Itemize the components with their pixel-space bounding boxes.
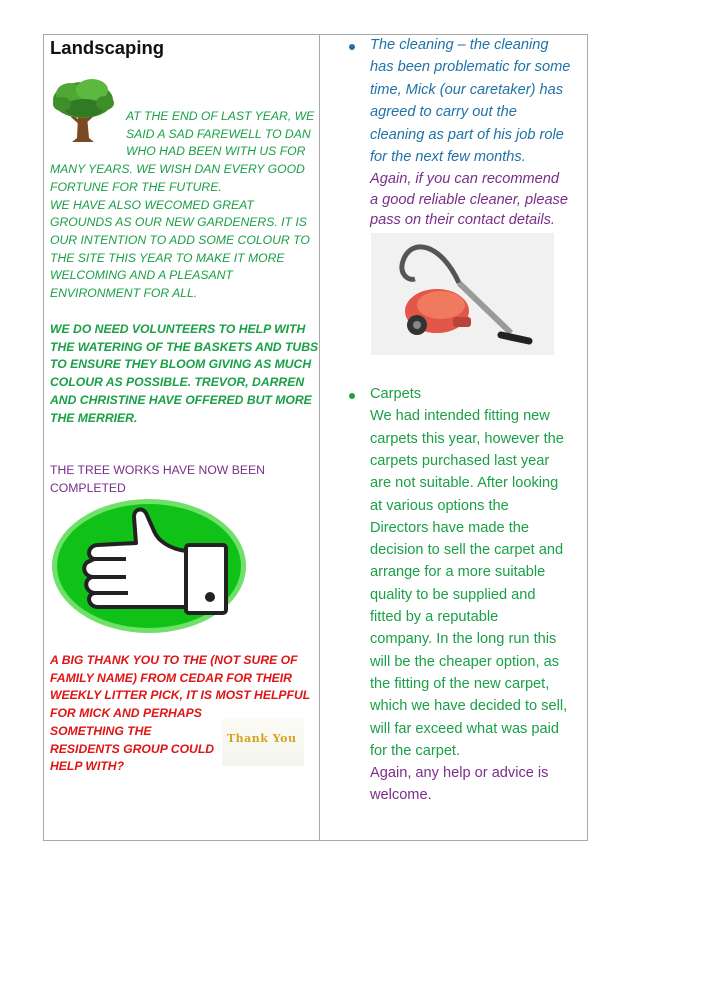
- carpGreen-line: decision to sell the carpet and: [370, 542, 564, 559]
- cleanBlue-line: for the next few months.: [370, 149, 526, 165]
- para2-line: TO ENSURE THEY BLOOM GIVING AS MUCH: [50, 357, 312, 372]
- vacuum-cleaner-icon: [371, 233, 554, 355]
- para1-line: SAID A SAD FAREWELL TO DAN: [126, 126, 311, 141]
- thanks-line: WEEKLY LITTER PICK, IT IS MOST HELPFUL: [50, 688, 311, 703]
- para1-line: GROUNDS AS OUR NEW GARDENERS. IT IS: [50, 215, 307, 230]
- carpGreen-line: quality to be supplied and: [370, 586, 536, 603]
- para1-line: WE HAVE ALSO WECOMED GREAT: [50, 197, 254, 212]
- bullet-carpets: [349, 393, 355, 399]
- thumbs-up-icon: [50, 497, 248, 635]
- para1-line: ENVIRONMENT FOR ALL.: [50, 286, 198, 300]
- carpGreen-line: Directors have made the: [370, 519, 529, 536]
- para1-line: OUR INTENTION TO ADD SOME COLOUR TO: [50, 232, 310, 247]
- tree-line: COMPLETED: [50, 481, 126, 495]
- thank-you-image-text: Thank You: [227, 732, 297, 745]
- cleanPurple-line: pass on their contact details.: [370, 212, 555, 228]
- para1-line: WELCOMING AND A PLEASANT: [50, 268, 233, 283]
- tree-line: THE TREE WORKS HAVE NOW BEEN: [50, 463, 265, 477]
- para2-line: THE MERRIER.: [50, 410, 138, 425]
- carpGreen-line: We had intended fitting new: [370, 408, 550, 425]
- thank-you-icon: [222, 718, 304, 766]
- thanks-line: SOMETHING THE: [50, 723, 152, 738]
- carpGreen-line: Carpets: [370, 386, 422, 402]
- para1-line: THE SITE THIS YEAR TO MAKE IT MORE: [50, 250, 285, 265]
- cleanBlue-line: has been problematic for some: [370, 59, 571, 76]
- para2-line: AND CHRISTINE HAVE OFFERED BUT MORE: [50, 392, 312, 407]
- para2-line: THE WATERING OF THE BASKETS AND TUBS: [50, 339, 319, 354]
- para2-line: WE DO NEED VOLUNTEERS TO HELP WITH: [50, 322, 306, 336]
- thanks-line: FOR MICK AND PERHAPS: [50, 706, 202, 721]
- carpGreen-line: at various options the: [370, 497, 509, 514]
- para2-line: COLOUR AS POSSIBLE. TREVOR, DARREN: [50, 375, 305, 390]
- para1-line: FORTUNE FOR THE FUTURE.: [50, 179, 222, 194]
- cleanPurple-line: a good reliable cleaner, please: [370, 191, 568, 208]
- cleanPurple-line: Again, if you can recommend: [370, 171, 560, 187]
- carpGreen-line: will be the cheaper option, as: [370, 653, 560, 670]
- column-divider: [319, 34, 320, 841]
- cleanBlue-line: time, Mick (our caretaker) has: [370, 81, 564, 98]
- thanks-line: A BIG THANK YOU TO THE (NOT SURE OF: [50, 653, 298, 667]
- carpGreen-line: will far exceed what was paid: [370, 720, 559, 737]
- cleanBlue-line: cleaning as part of his job role: [370, 126, 564, 143]
- para1-line: MANY YEARS. WE WISH DAN EVERY GOOD: [50, 162, 305, 177]
- carpGreen-line: carpets purchased last year: [370, 452, 550, 469]
- tree-icon: [50, 76, 116, 144]
- carpGreen-line: which we have decided to sell,: [370, 698, 568, 715]
- thanks-line: HELP WITH?: [50, 759, 125, 774]
- carpGreen-line: carpets this year, however the: [370, 430, 564, 447]
- carpGreen-line: fitted by a reputable: [370, 609, 499, 625]
- section-heading-landscaping: Landscaping: [50, 37, 165, 58]
- cleanBlue-line: The cleaning – the cleaning: [370, 37, 549, 53]
- carpGreen-line: company. In the long run this: [370, 631, 557, 648]
- para1-line: AT THE END OF LAST YEAR, WE: [126, 109, 315, 123]
- bullet-cleaning: [349, 44, 355, 50]
- carpGreen-line: the fitting of the new carpet,: [370, 675, 550, 692]
- carpGreen-line: are not suitable. After looking: [370, 475, 559, 492]
- thanks-line: RESIDENTS GROUP COULD: [50, 741, 215, 756]
- thanks-line: FAMILY NAME) FROM CEDAR FOR THEIR: [50, 670, 292, 685]
- carpGreen-line: for the carpet.: [370, 742, 461, 759]
- carpPurple-line: welcome.: [370, 787, 432, 803]
- carpPurple-line: Again, any help or advice is: [370, 765, 549, 781]
- para1-line: WHO HAD BEEN WITH US FOR: [126, 144, 306, 159]
- cleanBlue-line: agreed to carry out the: [370, 104, 517, 121]
- carpGreen-line: arrange for a more suitable: [370, 564, 546, 581]
